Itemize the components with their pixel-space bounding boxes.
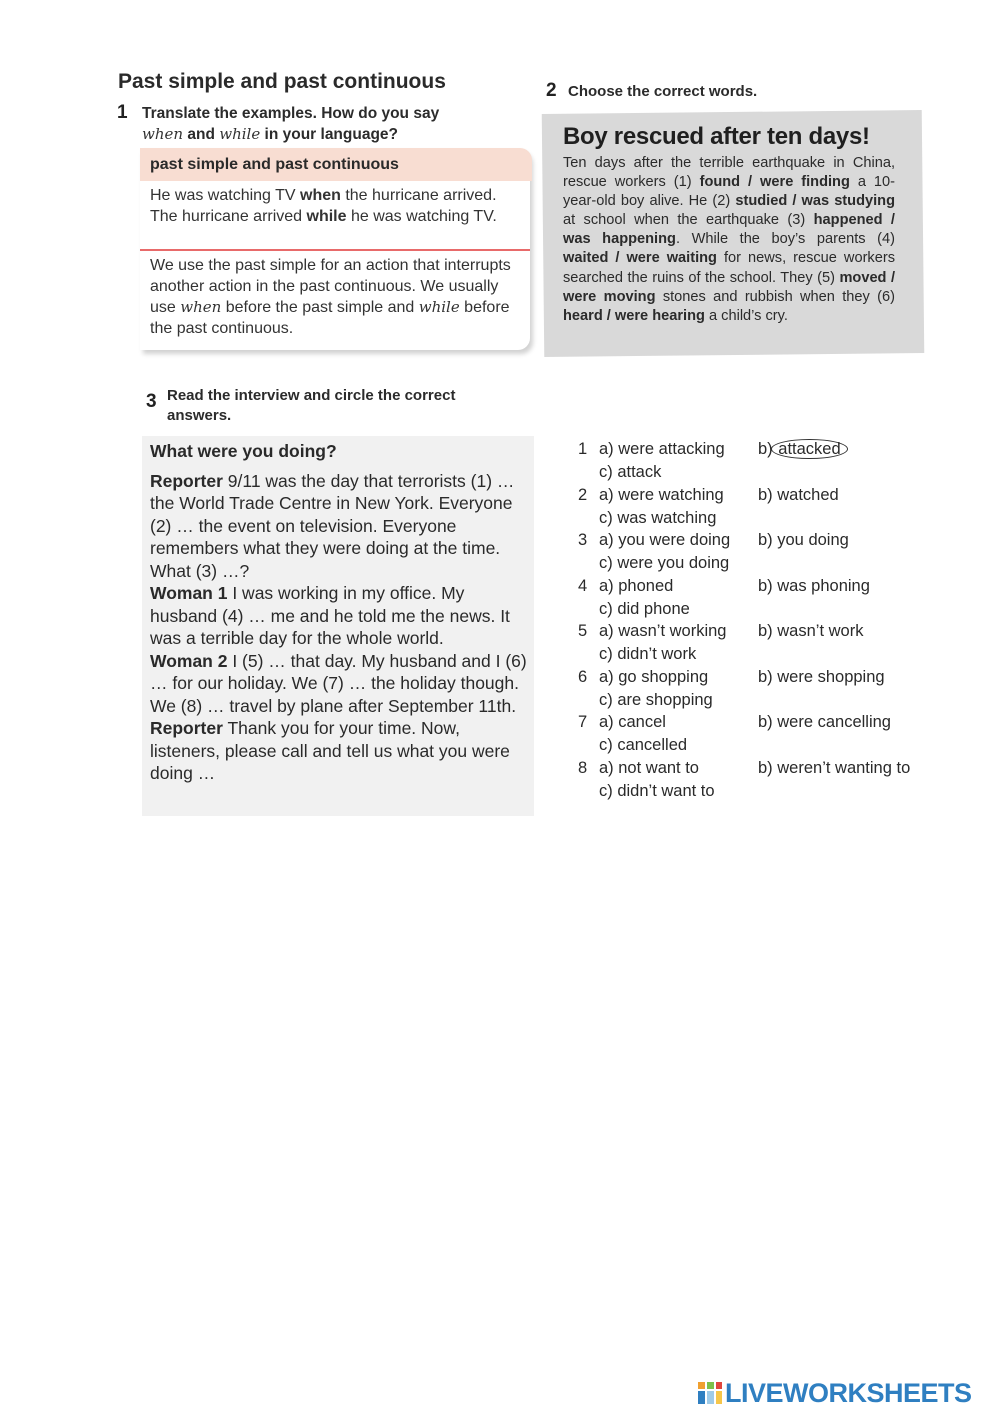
option-a[interactable]: a) cancel xyxy=(599,713,666,731)
rule-handwritten-while: while xyxy=(418,298,460,316)
option-a[interactable]: a) were watching xyxy=(599,485,724,504)
handwritten-while: while xyxy=(219,125,261,143)
speaker-reporter: Reporter xyxy=(150,470,223,491)
and-text: and xyxy=(187,126,215,143)
option-b[interactable]: b) was phoning xyxy=(758,576,870,595)
question-5 xyxy=(578,622,978,668)
option-c[interactable]: c) was watching xyxy=(599,508,717,527)
option-b[interactable]: b) weren’t wanting to xyxy=(758,758,911,777)
option-a[interactable]: a) wasn’t working xyxy=(599,622,727,640)
question-3 xyxy=(578,531,978,577)
choice-2[interactable]: studied / was studying xyxy=(735,193,895,210)
option-b[interactable]: b) were cancelling xyxy=(758,713,891,731)
logo-text: LIVEWORKSHEETS xyxy=(725,1378,972,1408)
option-a[interactable]: a) were attacking xyxy=(599,440,725,458)
option-c[interactable]: c) didn’t work xyxy=(599,645,697,663)
exercise-1-instruction xyxy=(142,104,512,145)
article-segment-6: stones and rubbish when they (6) xyxy=(655,288,895,305)
speech-2: I was working in my office. My husband (4) … me and he told me the news. It was a terrible day for the whole world. xyxy=(150,583,510,648)
speech-4: Thank you for your time. Now, listeners, please call and tell us what you were doing … xyxy=(150,718,510,783)
exercise-2-number: 2 xyxy=(546,80,557,101)
article-text xyxy=(563,154,895,326)
option-b[interactable]: b) were shopping xyxy=(758,667,885,686)
example-1-start: He was watching TV xyxy=(150,187,300,204)
example-1-keyword: when xyxy=(300,187,341,204)
speech-1: 9/11 was the day that terrorists (1) … the World Trade Centre in New York. Everyone (2) … the event on television. Everyone remembers what they were doing at the time. What (3) …? xyxy=(150,470,515,581)
rule-text-1: We use the past simple for an action that interrupts another action in the past continuous. We usually use xyxy=(150,257,511,316)
circled-answer[interactable]: attacked xyxy=(771,439,847,459)
question-number: 6 xyxy=(578,667,588,686)
option-a[interactable]: a) not want to xyxy=(599,758,699,777)
grammar-box xyxy=(140,148,530,350)
article-segment-3: at school when the earthquake (3) xyxy=(563,212,814,229)
choice-1[interactable]: found / were finding xyxy=(699,174,850,191)
question-6 xyxy=(578,668,978,714)
option-b[interactable] xyxy=(758,440,848,459)
page-title: Past simple and past continuous xyxy=(118,70,446,93)
grammar-box-heading: past simple and past continuous xyxy=(140,148,532,181)
grammar-divider xyxy=(140,249,530,251)
article-segment-7: a child’s cry. xyxy=(704,307,788,324)
question-number: 4 xyxy=(578,576,588,595)
liveworksheets-logo-icon xyxy=(697,1380,723,1406)
option-c[interactable]: c) cancelled xyxy=(599,736,688,754)
article-title: Boy rescued after ten days! xyxy=(563,123,870,150)
grammar-rule xyxy=(150,256,525,339)
choice-5[interactable]: moved / were moving xyxy=(563,269,895,305)
rule-text-3: before the past continuous. xyxy=(150,299,510,337)
option-a[interactable]: a) phoned xyxy=(599,576,674,595)
article-segment-5: for news, rescue workers searched the ruins of the school. They (5) xyxy=(563,250,895,286)
choice-6[interactable]: heard / were hearing xyxy=(563,307,705,324)
option-c[interactable]: c) were you doing xyxy=(599,554,730,572)
example-1-end: the hurricane arrived. xyxy=(340,187,497,204)
grammar-examples xyxy=(150,186,525,227)
interview-title: What were you doing? xyxy=(150,441,337,461)
article-segment-1: Ten days after the terrible earthquake in China, rescue workers (1) xyxy=(563,155,895,191)
example-2-end: he was watching TV. xyxy=(346,207,497,225)
choice-3[interactable]: happened / was happening xyxy=(563,212,895,248)
speaker-woman-2: Woman 2 xyxy=(150,650,228,671)
exercise-1-number: 1 xyxy=(117,102,128,123)
article-segment-2: a 10-year-old boy alive. He (2) xyxy=(563,174,895,210)
question-8 xyxy=(578,759,978,805)
question-number: 5 xyxy=(578,622,588,640)
option-b[interactable]: b) you doing xyxy=(758,531,849,549)
interview-text xyxy=(150,440,530,785)
exercise-1-instruction-end: in your language? xyxy=(264,126,399,143)
option-b-label: b) xyxy=(758,440,778,458)
speech-3: I (5) … that day. My husband and I (6) … for our holiday. We (7) … the holiday though. We (8) … travel by plane after September 11th. xyxy=(150,650,527,716)
option-c[interactable]: c) are shopping xyxy=(599,690,713,709)
rule-handwritten-when: when xyxy=(180,298,222,316)
exercise-3-number: 3 xyxy=(146,391,157,412)
option-a[interactable]: a) go shopping xyxy=(599,667,709,686)
rule-text-2: before the past simple and xyxy=(221,299,419,316)
exercise-3-instruction: Read the interview and circle the correct answers. xyxy=(167,387,456,424)
option-c[interactable]: c) didn’t want to xyxy=(599,781,715,800)
option-b[interactable]: b) wasn’t work xyxy=(758,622,864,640)
question-number: 3 xyxy=(578,531,588,549)
question-number: 7 xyxy=(578,713,588,731)
example-2-start: The hurricane arrived xyxy=(150,207,307,225)
handwritten-when: when xyxy=(142,125,184,143)
question-number: 8 xyxy=(578,758,588,777)
article-segment-4: . While the boy’s parents (4) xyxy=(675,231,895,248)
option-c[interactable]: c) attack xyxy=(599,463,662,481)
speaker-woman-1: Woman 1 xyxy=(150,583,228,603)
exercise-2-instruction: Choose the correct words. xyxy=(568,83,758,100)
question-number: 2 xyxy=(578,485,588,504)
answer-options xyxy=(578,440,978,804)
option-c[interactable]: c) did phone xyxy=(599,599,690,618)
example-2-keyword: while xyxy=(306,207,347,225)
choice-4[interactable]: waited / were waiting xyxy=(563,250,717,267)
option-a[interactable]: a) you were doing xyxy=(599,531,731,549)
exercise-1-instruction-text: Translate the examples. How do you say xyxy=(142,105,440,122)
option-b[interactable]: b) watched xyxy=(758,485,839,504)
question-7 xyxy=(578,713,978,759)
question-1 xyxy=(578,440,978,486)
speaker-reporter-2: Reporter xyxy=(150,718,223,738)
question-2 xyxy=(578,486,978,532)
question-number: 1 xyxy=(578,440,588,458)
question-4 xyxy=(578,577,978,623)
